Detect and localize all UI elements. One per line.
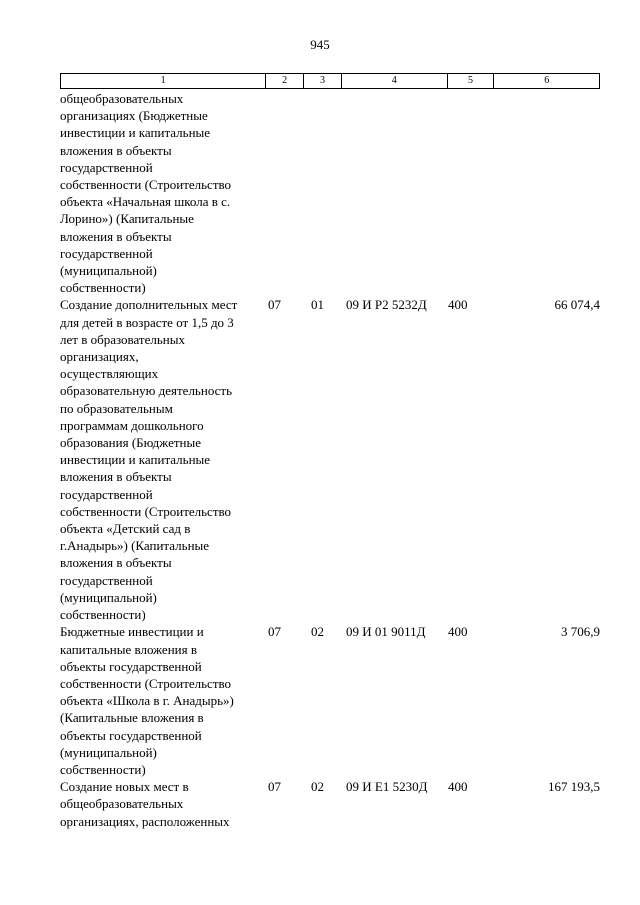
table-body [60,90,600,830]
header-col-2: 2 [266,74,304,88]
row-sum: 167 193,5 [548,779,600,795]
row-csr: 09 И Е1 5230Д [346,779,428,795]
row-pr: 02 [311,779,324,795]
row-name: общеобразовательных организациях (Бюджетные инвестиции и капитальные вложения в объекты государственной собственности (Строительство объекта «Начальная школа в с. Лорино») (Капитальные вложения в объекты государственной (муниципальной) собственности) [60,91,232,296]
row-rz: 07 [268,779,281,795]
header-col-4: 4 [342,74,448,88]
row-vr: 400 [448,779,468,795]
row-sum: 66 074,4 [554,297,600,313]
row-name: Бюджетные инвестиции и капитальные вложения в объекты государственной собственности (Строительство объекта «Школа в г. Анадырь») (Капитальные вложения в объекты государственной (муниципальной) собственности) [60,624,234,777]
page-number: 945 [310,37,330,52]
row-name: Создание дополнительных мест для детей в возрасте от 1,5 до 3 лет в образовательных организациях, осуществляющих образовательную деятельность по образовательным программам дошкольного образования (Бюджетные инвестиции и капитальные вложения в объекты государственной собственности (Строительство объекта «Детский сад в г.Анадырь») (Капитальные вложения в объекты государственной (муниципальной) собственности) [60,297,238,623]
row-csr: 09 И 01 9011Д [346,624,426,640]
row-vr: 400 [448,624,468,640]
row-sum: 3 706,9 [561,624,600,640]
table-row [60,778,600,830]
row-rz: 07 [268,297,281,313]
row-pr: 02 [311,624,324,640]
row-csr: 09 И Р2 5232Д [346,297,427,313]
header-col-1: 1 [61,74,266,88]
row-pr: 01 [311,297,324,313]
row-rz: 07 [268,624,281,640]
row-name: Создание новых мест в общеобразовательных организациях, расположенных [60,779,230,829]
header-col-6: 6 [544,75,550,86]
header-col-5: 5 [448,74,495,88]
table-row [60,90,600,296]
row-vr: 400 [448,297,468,313]
table-row [60,623,600,778]
table-header [60,73,600,89]
header-col-3: 3 [304,74,342,88]
table-row [60,296,600,623]
